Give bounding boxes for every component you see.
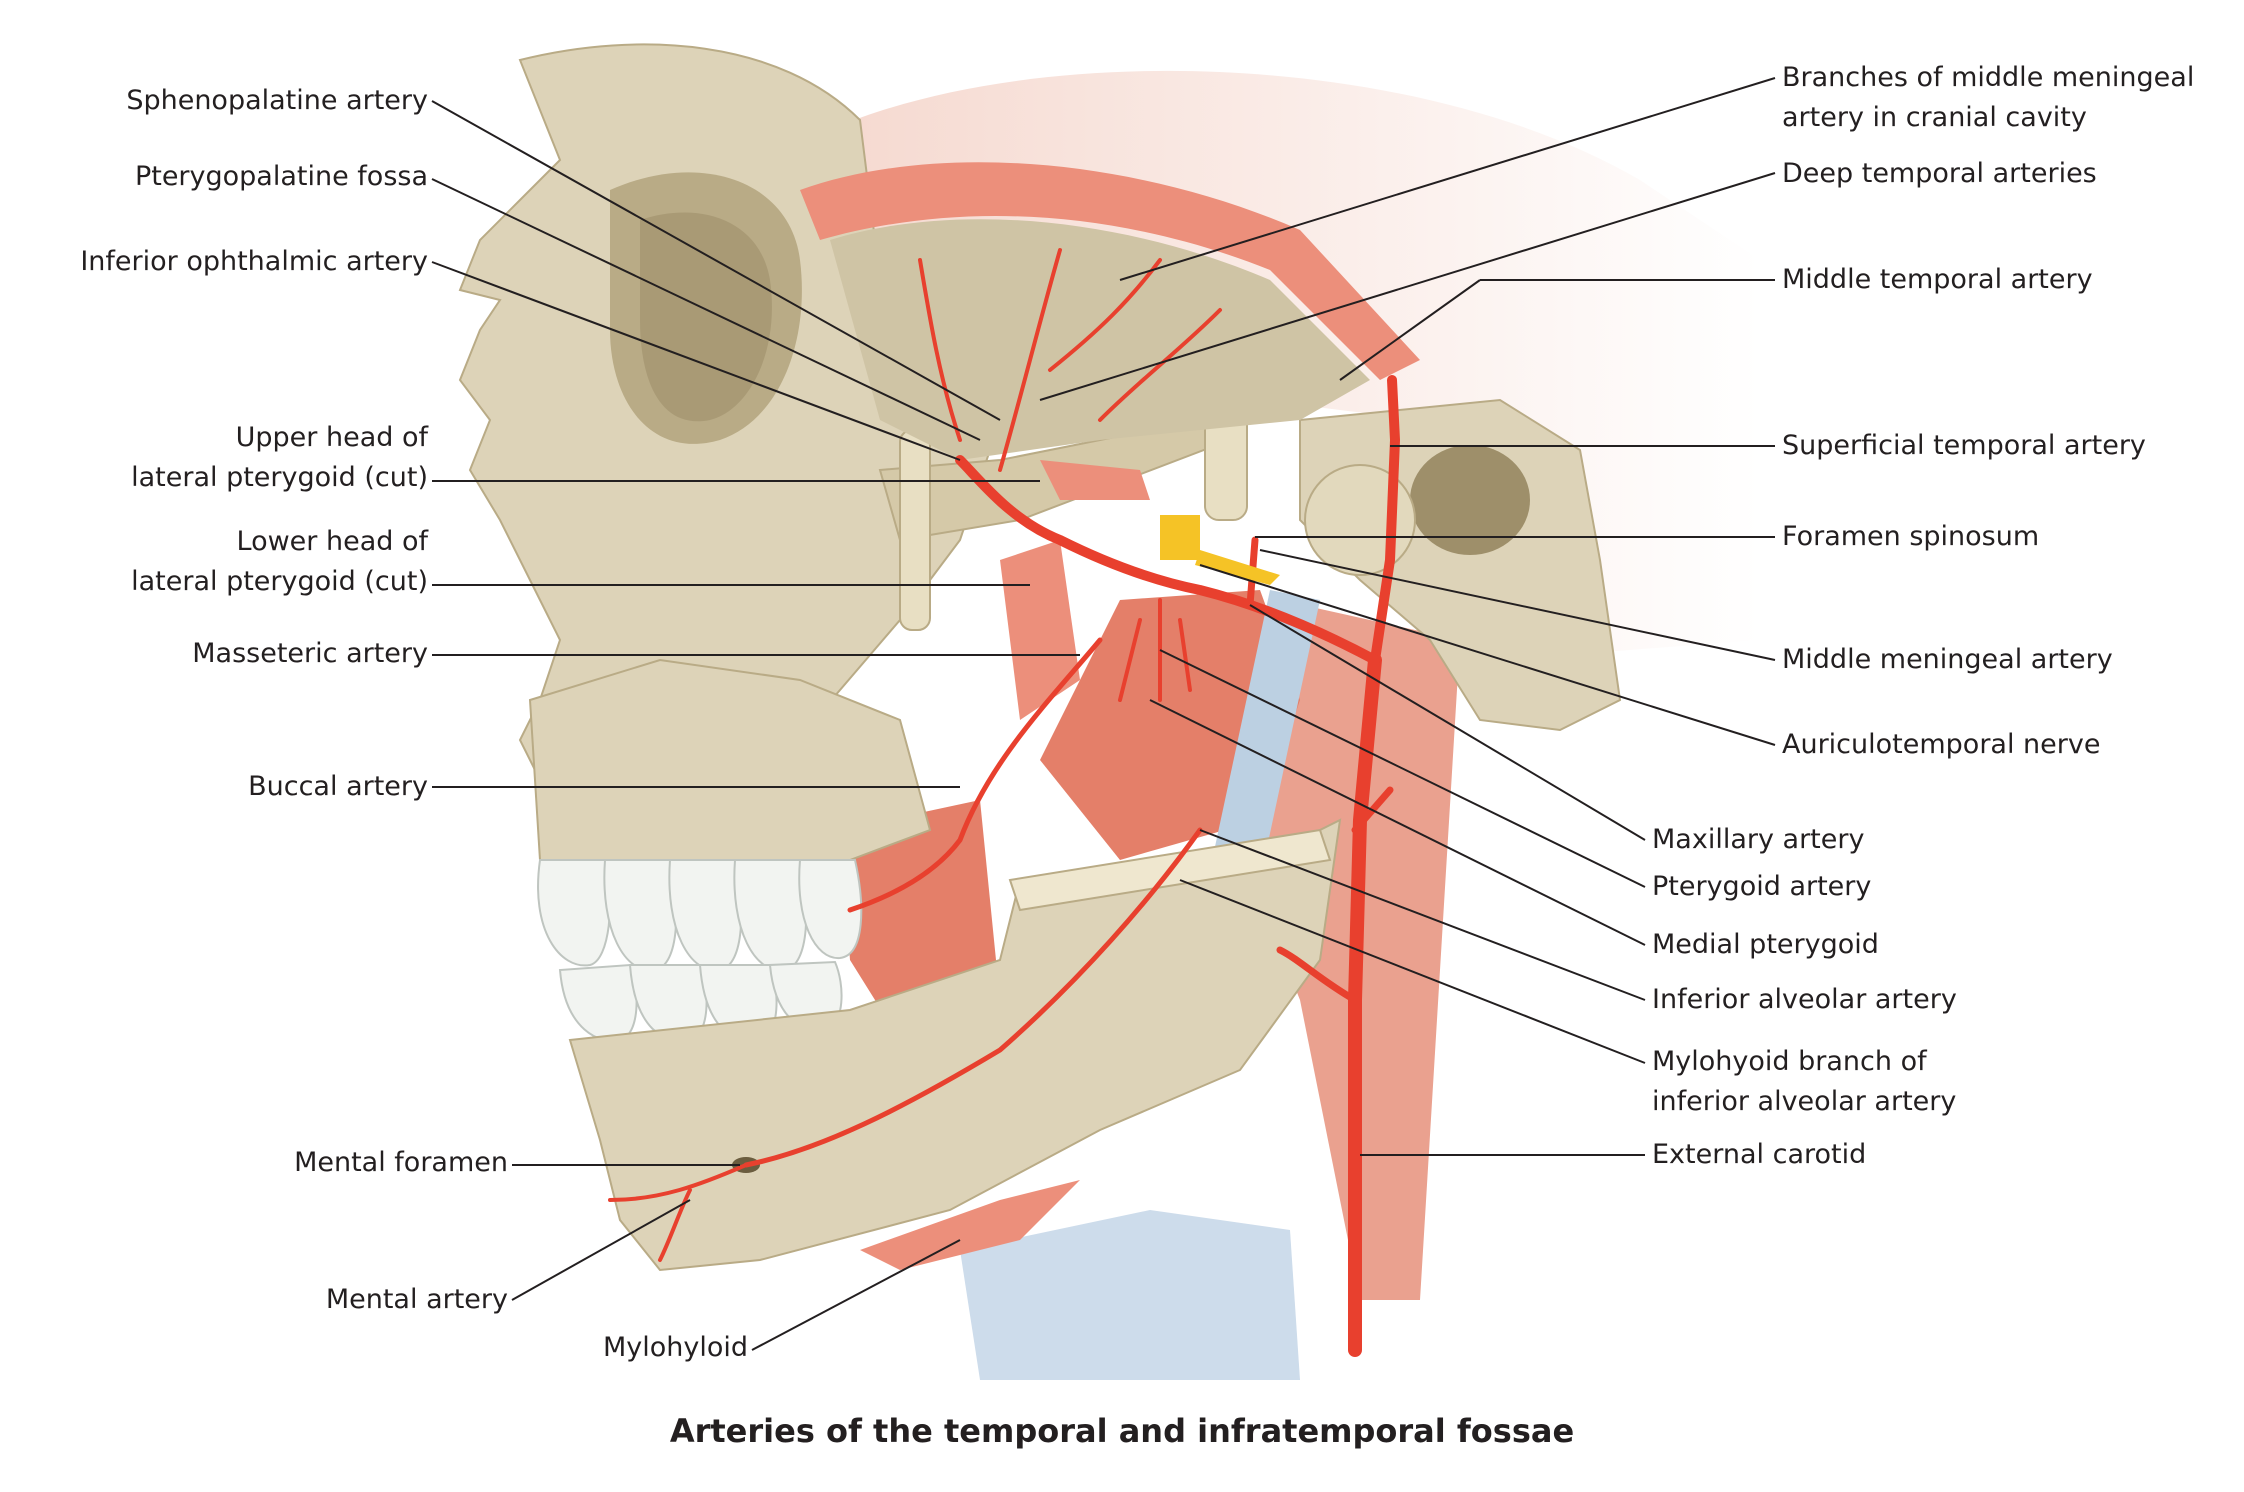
label-sphenopalatine-artery: Sphenopalatine artery xyxy=(126,85,428,116)
label-mylohyoid-branch: Mylohyoid branch of inferior alveolar artery xyxy=(1652,1046,1957,1117)
figure-title: Arteries of the temporal and infratemporal fossae xyxy=(669,1412,1575,1450)
label-middle-temporal-artery: Middle temporal artery xyxy=(1782,264,2093,295)
label-mental-artery: Mental artery xyxy=(325,1284,508,1315)
label-inferior-alveolar-artery: Inferior alveolar artery xyxy=(1652,984,1957,1015)
label-middle-meningeal-artery: Middle meningeal artery xyxy=(1782,644,2113,675)
external-acoustic-meatus xyxy=(1410,445,1530,555)
label-pterygopalatine-fossa: Pterygopalatine fossa xyxy=(134,161,428,192)
label-auriculotemporal-nerve: Auriculotemporal nerve xyxy=(1782,729,2101,760)
label-inferior-ophthalmic-artery: Inferior ophthalmic artery xyxy=(80,246,428,277)
label-upper-head-lateral-pterygoid: Upper head of lateral pterygoid (cut) xyxy=(131,422,428,493)
label-branches-middle-meningeal: Branches of middle meningeal artery in cranial cavity xyxy=(1782,62,2195,133)
label-medial-pterygoid: Medial pterygoid xyxy=(1652,929,1879,960)
mandibular-condyle xyxy=(1305,465,1415,575)
cut-zygomatic-front xyxy=(900,430,930,630)
upper-teeth xyxy=(538,860,861,970)
label-foramen-spinosum: Foramen spinosum xyxy=(1782,521,2040,552)
maxilla xyxy=(530,660,930,870)
label-mylohyloid: Mylohyloid xyxy=(602,1332,748,1363)
label-external-carotid: External carotid xyxy=(1652,1139,1867,1170)
label-buccal-artery: Buccal artery xyxy=(248,771,428,802)
lateral-pterygoid-lower-head xyxy=(1000,540,1080,720)
label-deep-temporal-arteries: Deep temporal arteries xyxy=(1782,158,2097,189)
label-maxillary-artery: Maxillary artery xyxy=(1652,824,1865,855)
label-lower-head-lateral-pterygoid: Lower head of lateral pterygoid (cut) xyxy=(131,526,428,597)
label-pterygoid-artery: Pterygoid artery xyxy=(1652,871,1872,902)
label-mental-foramen: Mental foramen xyxy=(294,1147,508,1178)
label-superficial-temporal-artery: Superficial temporal artery xyxy=(1782,430,2146,461)
label-masseteric-artery: Masseteric artery xyxy=(192,638,428,669)
